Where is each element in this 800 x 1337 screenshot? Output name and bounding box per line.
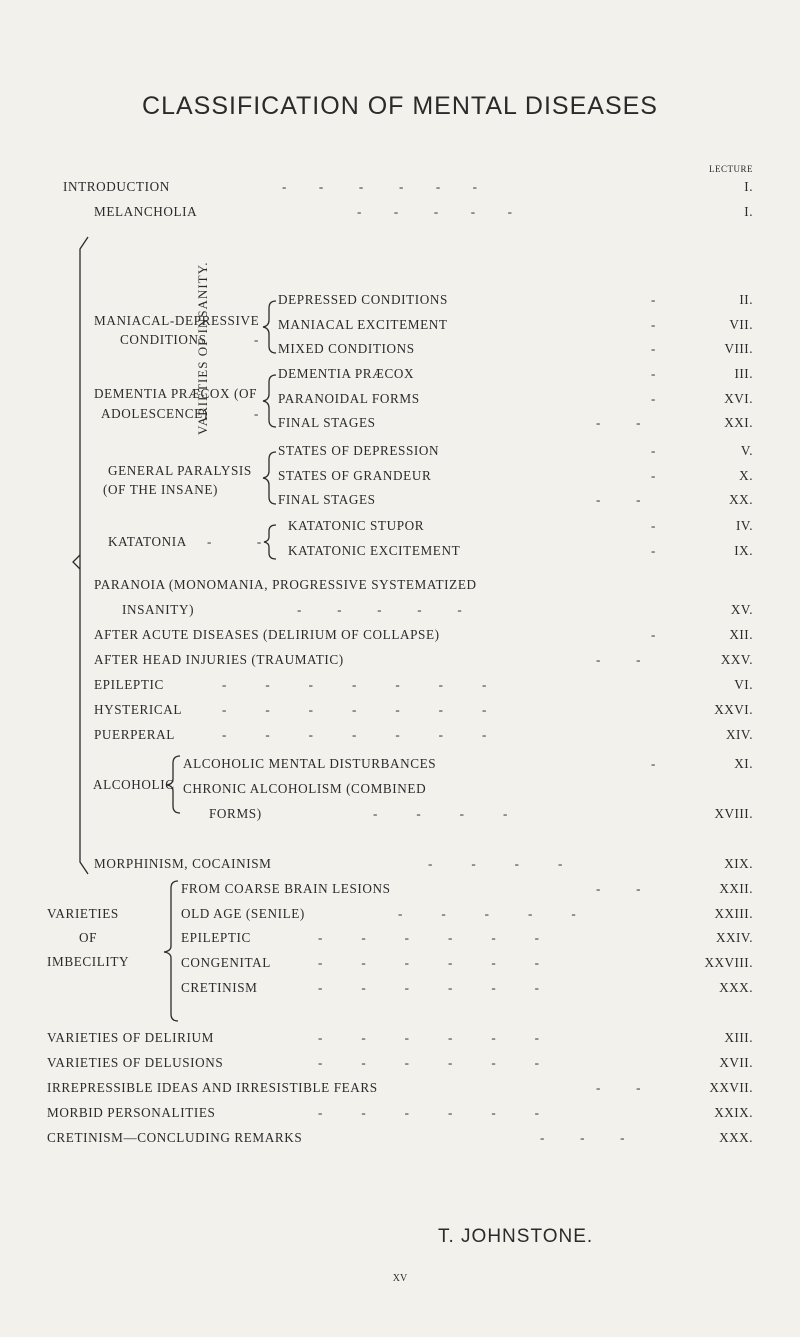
leader-dots: - - - - -: [297, 602, 462, 617]
alcoholic-item-1-lecture: XI.: [734, 756, 753, 771]
imbecility-item: OLD AGE (SENILE): [181, 906, 305, 921]
leader-dots: - - - -: [373, 806, 508, 821]
final-entry: MORBID PERSONALITIES: [47, 1105, 216, 1120]
leader-dash: -: [254, 406, 259, 421]
maniacal-group-label: MANIACAL-DEPRESSIVE: [94, 313, 260, 328]
final-entry-lecture: XVII.: [719, 1055, 753, 1070]
alcoholic-item-2-lecture: XVIII.: [714, 806, 753, 821]
leader-dots: - - - - - - -: [222, 677, 487, 692]
alcoholic-item-2-line2: FORMS): [209, 806, 262, 821]
dementia-item-3: FINAL STAGES: [278, 415, 376, 430]
leader-dash: -: [651, 366, 656, 381]
imbecility-item-lecture: XXIII.: [714, 906, 753, 921]
morphinism-label: MORPHINISM, COCAINISM: [94, 856, 272, 871]
single-entry-lecture: XIV.: [725, 727, 753, 742]
imbecility-item-lecture: XXIV.: [715, 930, 753, 945]
morphinism-lecture: XIX.: [724, 856, 753, 871]
leader-dots: - -: [596, 1080, 641, 1095]
final-entry: VARIETIES OF DELUSIONS: [47, 1055, 224, 1070]
final-entry: VARIETIES OF DELIRIUM: [47, 1030, 214, 1045]
paralysis-group-label: GENERAL PARALYSIS: [108, 463, 252, 478]
maniacal-item-2: MANIACAL EXCITEMENT: [278, 317, 448, 332]
single-entry-lecture: XXVI.: [714, 702, 753, 717]
varieties-of-insanity-label: VARIETIES OF INSANITY.: [195, 261, 210, 435]
introduction-lecture: I.: [744, 179, 753, 194]
leader-dash: -: [651, 317, 656, 332]
lecture-header: LECTURE: [709, 164, 753, 174]
dementia-item-1-lecture: III.: [734, 366, 753, 381]
dementia-item-2: PARANOIDAL FORMS: [278, 391, 420, 406]
paranoia-lecture: XV.: [730, 602, 753, 617]
imbecility-label-2: OF: [79, 930, 98, 945]
single-entry: AFTER ACUTE DISEASES (DELIRIUM OF COLLAPSE): [94, 627, 440, 642]
leader-dots: - - -: [540, 1130, 625, 1145]
maniacal-item-2-lecture: VII.: [729, 317, 753, 332]
imbecility-label-3: IMBECILITY: [47, 954, 130, 969]
leader-dash: -: [651, 543, 656, 558]
leader-dash: -: [651, 292, 656, 307]
imbecility-item-lecture: XXX.: [719, 980, 753, 995]
melancholia-lecture: I.: [744, 204, 753, 219]
katatonia-item-1-lecture: IV.: [735, 518, 753, 533]
single-entry: EPILEPTIC: [94, 677, 164, 692]
page-number: XV: [392, 1273, 408, 1284]
alcoholic-group-label: ALCOHOLIC: [93, 777, 175, 792]
leader-dots: - - - - - -: [318, 1030, 539, 1045]
maniacal-item-3: MIXED CONDITIONS: [278, 341, 415, 356]
leader-dash: -: [254, 332, 259, 347]
author-signature: T. JOHNSTONE.: [438, 1226, 594, 1247]
single-entry: AFTER HEAD INJURIES (TRAUMATIC): [94, 652, 344, 667]
maniacal-group-label-2: CONDITIONS: [120, 332, 207, 347]
final-entry-lecture: XIII.: [724, 1030, 753, 1045]
introduction-label: INTRODUCTION: [63, 179, 170, 194]
dementia-group-label: DEMENTIA PRÆCOX (OF: [94, 386, 258, 401]
alcoholic-item-1: ALCOHOLIC MENTAL DISTURBANCES: [183, 756, 437, 771]
imbecility-item: CRETINISM: [181, 980, 258, 995]
paralysis-item-2-lecture: X.: [739, 468, 753, 483]
imbecility-item-lecture: XXII.: [719, 881, 753, 896]
leader-dash: -: [651, 391, 656, 406]
paranoia-label: PARANOIA (MONOMANIA, PROGRESSIVE SYSTEMATIZED: [94, 577, 477, 592]
leader-dots: - -: [596, 492, 641, 507]
leader-dots: - - - - - -: [318, 980, 539, 995]
leader-dots: - - - - -: [357, 204, 512, 219]
single-entry: HYSTERICAL: [94, 702, 183, 717]
paranoia-label-2: INSANITY): [122, 602, 195, 617]
leader-dots: - - - - - -: [282, 179, 477, 194]
paralysis-group-label-2: (OF THE INSANE): [103, 482, 218, 497]
leader-dots: - - - - -: [398, 906, 576, 921]
dementia-group-label-2: ADOLESCENCE): [101, 406, 208, 421]
leader-dash: -: [651, 443, 656, 458]
leader-dots: - -: [596, 415, 641, 430]
single-entry-lecture: XII.: [729, 627, 753, 642]
imbecility-item: EPILEPTIC: [181, 930, 251, 945]
katatonia-item-1: KATATONIC STUPOR: [288, 518, 425, 533]
melancholia-label: MELANCHOLIA: [94, 204, 198, 219]
single-entry-lecture: VI.: [734, 677, 753, 692]
paralysis-item-2: STATES OF GRANDEUR: [278, 468, 432, 483]
final-entry-lecture: XXIX.: [714, 1105, 753, 1120]
leader-dots: - -: [207, 534, 262, 549]
paralysis-item-3-lecture: XX.: [729, 492, 753, 507]
leader-dash: -: [651, 468, 656, 483]
imbecility-item: CONGENITAL: [181, 955, 271, 970]
leader-dots: - - - - - - -: [222, 702, 487, 717]
paralysis-item-3: FINAL STAGES: [278, 492, 376, 507]
maniacal-item-1-lecture: II.: [739, 292, 753, 307]
alcoholic-item-2: CHRONIC ALCOHOLISM (COMBINED: [183, 781, 427, 796]
final-entry: CRETINISM—CONCLUDING REMARKS: [47, 1130, 303, 1145]
katatonia-item-2-lecture: IX.: [734, 543, 753, 558]
paralysis-item-1: STATES OF DEPRESSION: [278, 443, 440, 458]
leader-dots: - - - - - -: [318, 930, 539, 945]
leader-dots: - - - -: [428, 856, 563, 871]
leader-dots: - - - - - -: [318, 955, 539, 970]
final-entry-lecture: XXX.: [719, 1130, 753, 1145]
leader-dots: - - - - - - -: [222, 727, 487, 742]
maniacal-item-1: DEPRESSED CONDITIONS: [278, 292, 448, 307]
leader-dots: - - - - - -: [318, 1105, 539, 1120]
leader-dash: -: [651, 341, 656, 356]
page-title: CLASSIFICATION OF MENTAL DISEASES: [142, 92, 658, 120]
dementia-item-3-lecture: XXI.: [724, 415, 753, 430]
leader-dots: - -: [596, 881, 641, 896]
final-entry: IRREPRESSIBLE IDEAS AND IRRESISTIBLE FEARS: [47, 1080, 378, 1095]
leader-dots: - -: [596, 652, 641, 667]
imbecility-label: VARIETIES: [47, 906, 119, 921]
katatonia-item-2: KATATONIC EXCITEMENT: [288, 543, 461, 558]
dementia-item-1: DEMENTIA PRÆCOX: [278, 366, 415, 381]
leader-dash: -: [651, 518, 656, 533]
single-entry-lecture: XXV.: [720, 652, 753, 667]
imbecility-item: FROM COARSE BRAIN LESIONS: [181, 881, 391, 896]
leader-dash: -: [651, 627, 656, 642]
single-entry: PUERPERAL: [94, 727, 175, 742]
leader-dash: -: [651, 756, 656, 771]
imbecility-item-lecture: XXVIII.: [704, 955, 753, 970]
leader-dots: - - - - - -: [318, 1055, 539, 1070]
final-entry-lecture: XXVII.: [709, 1080, 753, 1095]
paralysis-item-1-lecture: V.: [740, 443, 753, 458]
dementia-item-2-lecture: XVI.: [724, 391, 753, 406]
maniacal-item-3-lecture: VIII.: [724, 341, 753, 356]
katatonia-group-label: KATATONIA: [108, 534, 187, 549]
